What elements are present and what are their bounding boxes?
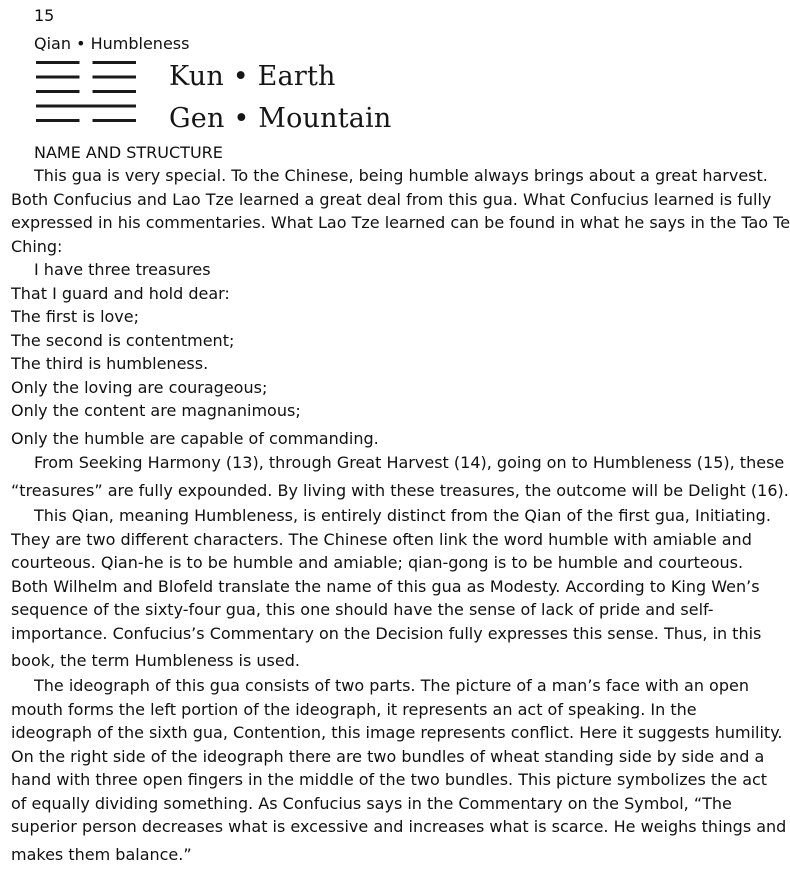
hexagram-lines bbox=[36, 59, 136, 133]
lower-trigram-label: Gen • Mountain bbox=[169, 103, 392, 134]
text-line: Both Wilhelm and Blofeld translate the name of this gua as Modesty. According to King Wen’s bbox=[11, 576, 760, 596]
text-line: sequence of the sixty-four gua, this one should have the sense of lack of pride and self- bbox=[11, 600, 714, 619]
hexagram-broken-line bbox=[36, 90, 80, 93]
text-line: “treasures” are fully expounded. By living with these treasures, the outcome will be Delight (16). bbox=[11, 480, 789, 500]
text-line: From Seeking Harmony (13), through Great Harvest (14), going on to Humbleness (15), these bbox=[34, 453, 785, 472]
text-line: book, the term Humbleness is used. bbox=[11, 651, 300, 670]
poem-line: Only the loving are courageous; bbox=[11, 377, 268, 397]
hexagram-broken-line bbox=[93, 119, 137, 122]
hexagram-figure bbox=[36, 59, 136, 133]
poem-line: Only the humble are capable of commanding. bbox=[11, 428, 379, 448]
section-heading: NAME AND STRUCTURE bbox=[34, 143, 223, 162]
text-line: The ideograph of this gua consists of two parts. The picture of a man’s face with an open bbox=[34, 676, 749, 695]
text-line: importance. Confucius’s Commentary on the Decision fully expresses this sense. Thus, in this bbox=[11, 623, 762, 643]
text-line: On the right side of the ideograph there are two bundles of wheat standing side by side and a bbox=[11, 746, 765, 766]
paragraph-ideograph bbox=[11, 674, 787, 866]
hexagram-broken-line bbox=[93, 76, 137, 79]
text-line: This Qian, meaning Humbleness, is entirely distinct from the Qian of the first gua, Initiating. bbox=[34, 506, 771, 525]
hexagram-solid-line bbox=[36, 105, 136, 108]
poem-line: That I guard and hold dear: bbox=[11, 283, 230, 303]
hexagram-broken-line bbox=[93, 61, 137, 64]
poem-line: The first is love; bbox=[11, 307, 139, 326]
text-line: ideograph of the sixth gua, Contention, this image represents conflict. Here it suggests humility. bbox=[11, 723, 783, 742]
hexagram-broken-line bbox=[36, 61, 80, 64]
hexagram-broken-line bbox=[93, 90, 137, 93]
hexagram-broken-line bbox=[36, 76, 80, 79]
text-line: courteous. Qian-he is to be humble and amiable; qian-gong is to be humble and courteous. bbox=[11, 553, 744, 572]
text-line: Ching: bbox=[11, 236, 63, 256]
poem-line: The second is contentment; bbox=[11, 330, 235, 350]
hexagram-broken-line bbox=[36, 119, 80, 122]
poem-line: I have three treasures bbox=[34, 260, 211, 279]
upper-trigram-label: Kun • Earth bbox=[169, 61, 336, 92]
text-line: of equally dividing something. As Confucius says in the Commentary on the Symbol, “The bbox=[11, 793, 732, 813]
text-line: expressed in his commentaries. What Lao Tze learned can be found in what he says in the Tao Te bbox=[11, 213, 790, 232]
text-line: They are two different characters. The Chinese often link the word humble with amiable and bbox=[11, 529, 752, 549]
chapter-number: 15 bbox=[34, 6, 55, 25]
paragraph-name-meaning bbox=[11, 504, 781, 673]
poem-line: Only the content are magnanimous; bbox=[11, 401, 301, 420]
text-line: hand with three open fingers in the middle of the two bundles. This picture symbolizes the act bbox=[11, 770, 768, 789]
text-line: Both Confucius and Lao Tze learned a great deal from this gua. What Confucius learned is fully bbox=[11, 189, 772, 209]
text-line: makes them balance.” bbox=[11, 844, 192, 864]
text-line: mouth forms the left portion of the ideograph, it represents an act of speaking. In the bbox=[11, 699, 697, 719]
poem-line: The third is humbleness. bbox=[11, 354, 209, 373]
text-line: This gua is very special. To the Chinese, being humble always brings about a great harvest. bbox=[34, 166, 768, 185]
paragraph-intro bbox=[11, 164, 790, 258]
text-line: superior person decreases what is excessive and increases what is scarce. He weighs things and bbox=[11, 817, 787, 836]
paragraph-treasures bbox=[11, 451, 789, 502]
poem-block bbox=[11, 258, 781, 450]
gua-title: Qian • Humbleness bbox=[34, 34, 190, 53]
